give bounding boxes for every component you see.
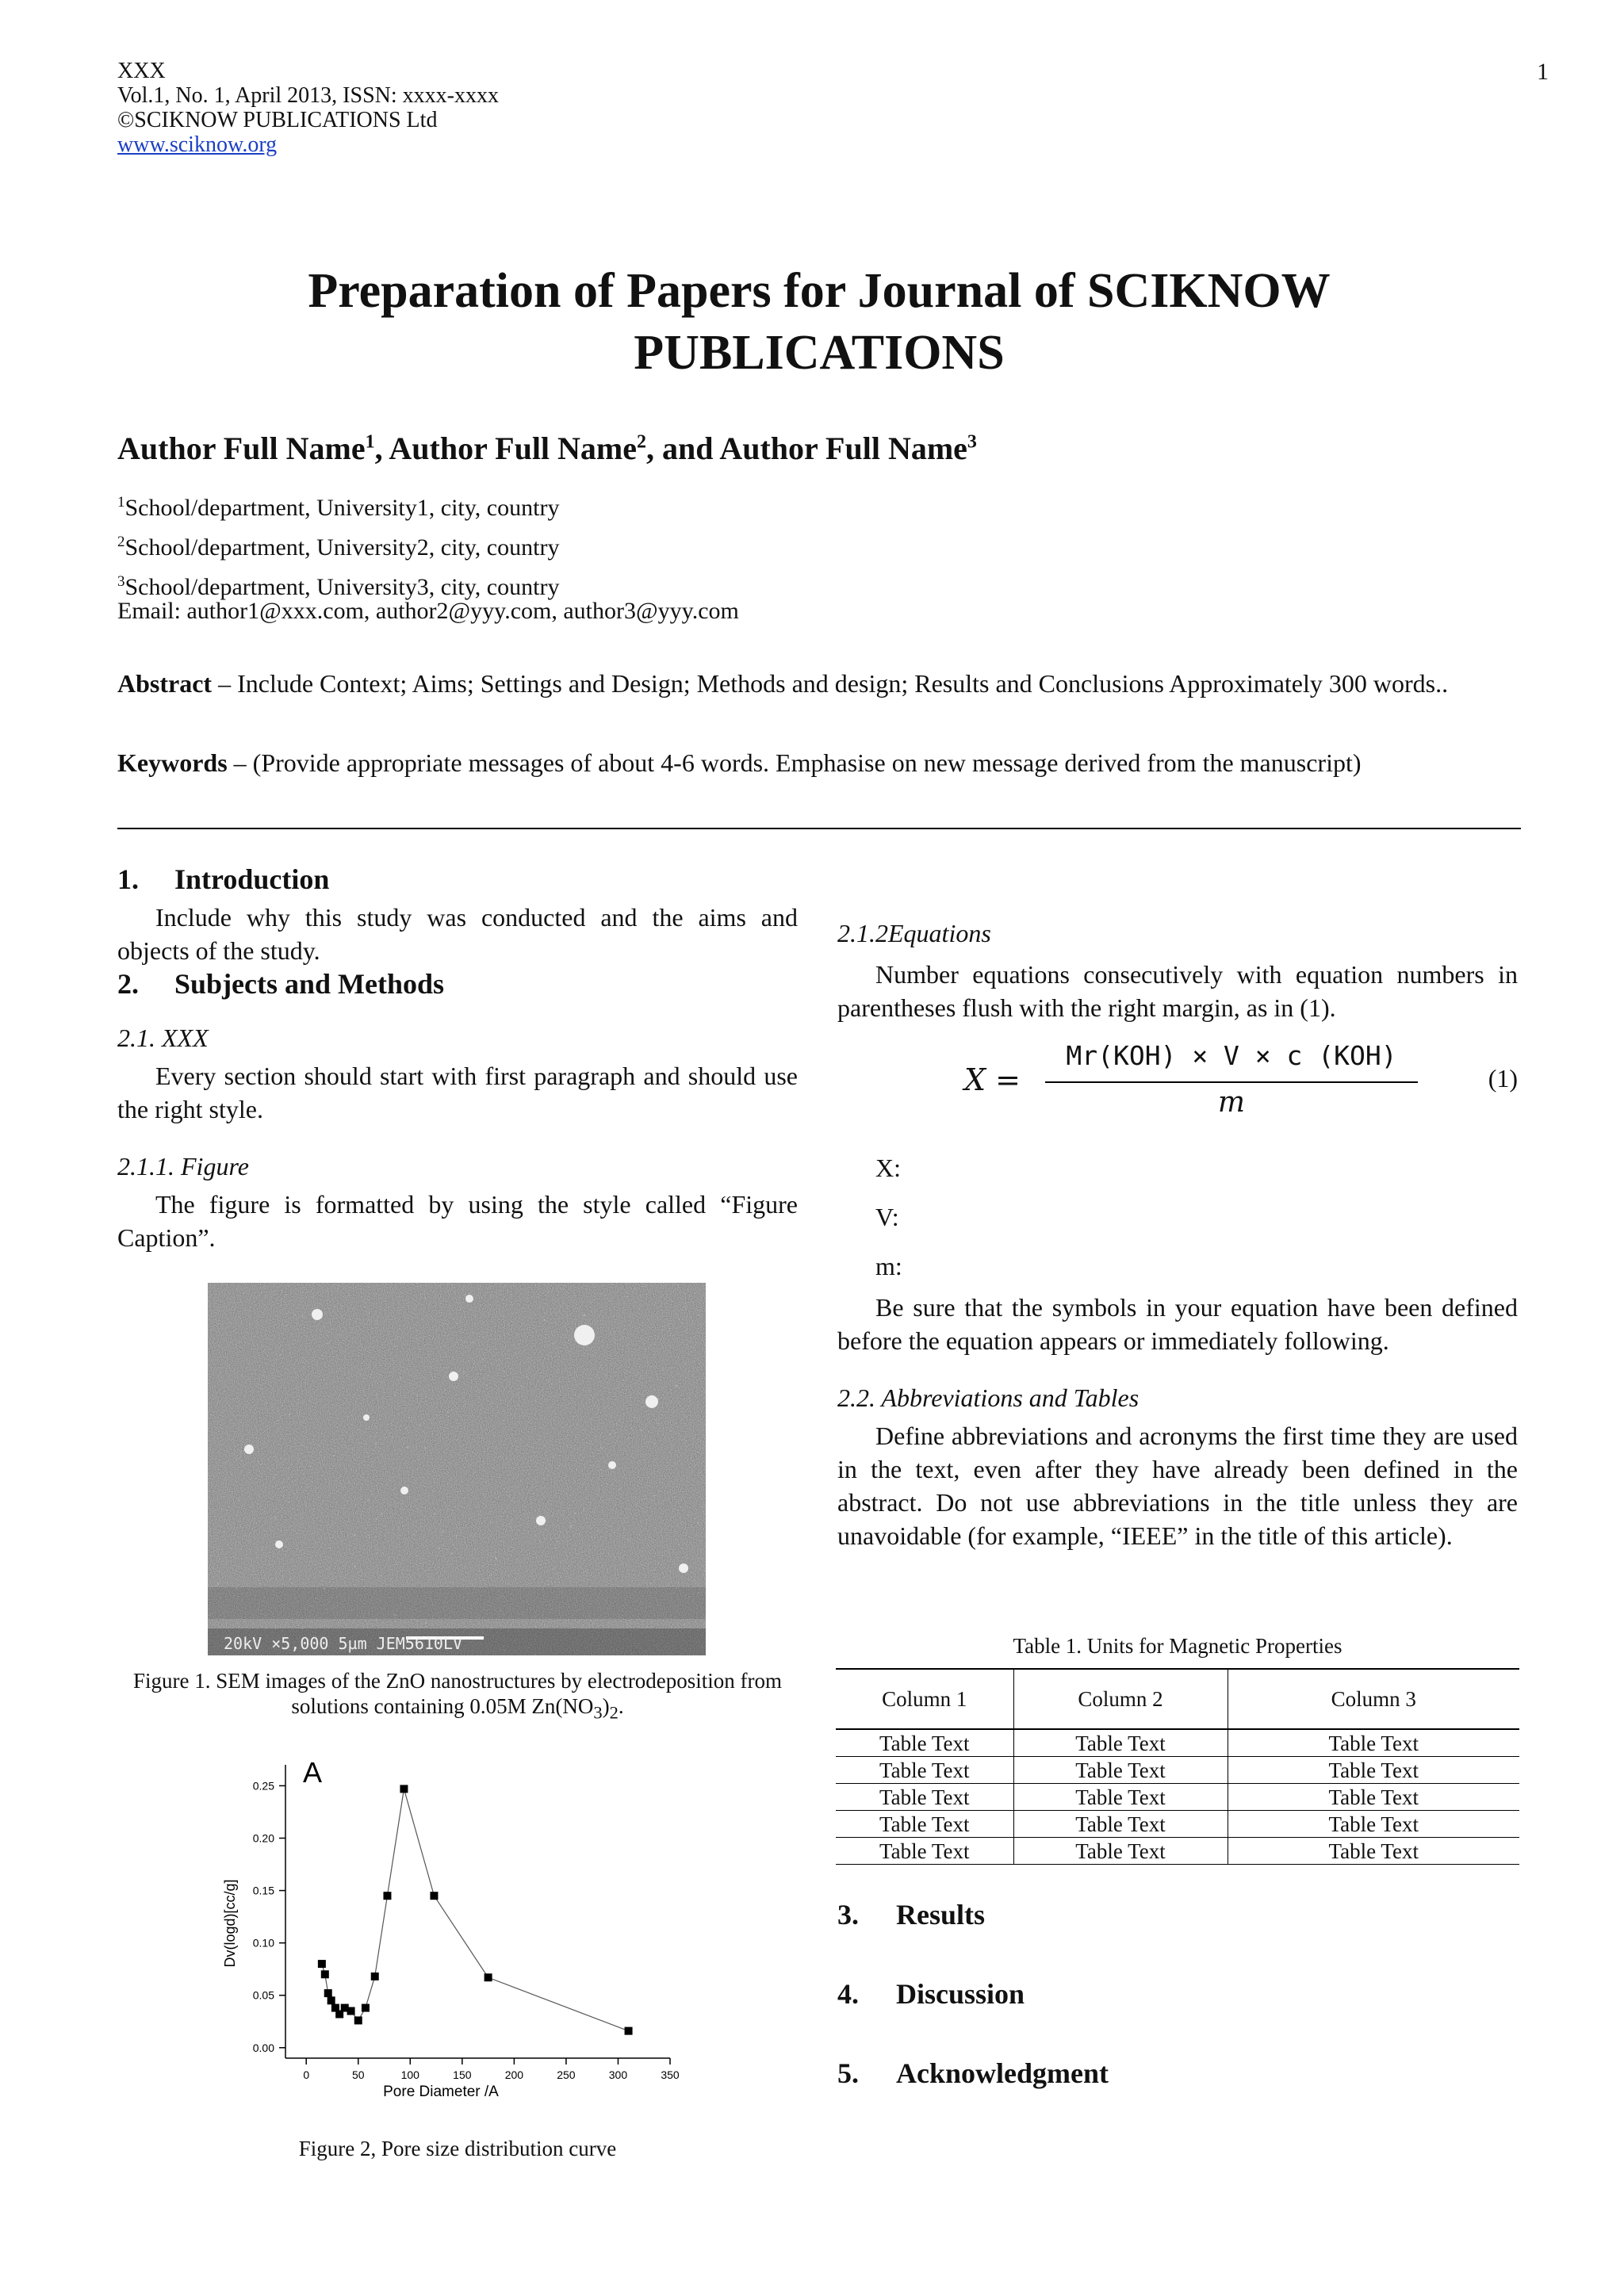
author-sep: , <box>374 430 389 466</box>
affiliation-text: School/department, University1, city, country <box>124 495 560 521</box>
section-2-1-1-heading: 2.1.1. Figure <box>117 1152 249 1181</box>
author-3: Author Full Name <box>719 430 967 466</box>
author-1-sup: 1 <box>365 431 375 453</box>
section-1-text: Include why this study was conducted and the aims and objects of the study. <box>117 903 798 965</box>
section-3-heading <box>837 1898 985 1931</box>
chart-x-tick-label: 300 <box>608 2068 628 2081</box>
chart-data-point <box>362 2004 370 2012</box>
section-title: Introduction <box>174 863 330 895</box>
chart-data-point <box>485 1973 492 1981</box>
author-sep: , and <box>646 430 720 466</box>
caption-text: . <box>618 1694 624 1718</box>
keywords-text: – (Provide appropriate messages of about 4-6 words. Emphasise on new message derived from the manuscript) <box>227 748 1362 777</box>
table-cell: Table Text <box>836 1811 1013 1838</box>
section-2-2-text: Define abbreviations and acronyms the first time they are used in the text, even after they have already been defined in the abstract. Do not use abbreviations in the title unless they are unavoidable (for example, “IEEE” in the title of this article). <box>837 1422 1518 1550</box>
affiliation-sup: 3 <box>117 573 125 590</box>
chart-x-tick-label: 150 <box>453 2068 472 2081</box>
affiliations <box>117 485 559 604</box>
table-1 <box>836 1668 1519 1865</box>
fraction-bar <box>1045 1081 1418 1083</box>
publisher: ©SCIKNOW PUBLICATIONS Ltd <box>117 108 438 132</box>
table-cell: Table Text <box>1013 1838 1228 1865</box>
table-cell: Table Text <box>1228 1729 1519 1757</box>
section-2-1-text: Every section should start with first paragraph and should use the right style. <box>117 1062 798 1123</box>
keywords-label: Keywords <box>117 748 228 777</box>
title-line-1: Preparation of Papers for Journal of SCIKNOW <box>308 264 1331 318</box>
affiliation-sup: 2 <box>117 534 125 550</box>
figure-2-caption: Figure 2, Pore size distribution curve <box>298 2137 617 2160</box>
equation-denominator: m <box>1217 1086 1246 1119</box>
journal-volume: Vol.1, No. 1, April 2013, ISSN: xxxx-xxxx <box>117 83 499 108</box>
journal-url-link[interactable]: www.sciknow.org <box>117 132 278 157</box>
chart-data-point <box>371 1973 379 1980</box>
equation-variables <box>875 1143 902 1291</box>
author-1: Author Full Name <box>117 430 366 466</box>
table-row <box>836 1838 1519 1865</box>
chart-y-tick-label: 0.20 <box>252 1831 274 1845</box>
chart-y-tick-label: 0.05 <box>252 1988 274 2002</box>
chart-data-point <box>321 1970 329 1978</box>
table-cell: Table Text <box>1228 1757 1519 1784</box>
right-column-lower <box>837 1291 1518 1552</box>
section-2-1-2-text: Number equations consecutively with equation numbers in parentheses flush with the right margin, as in (1). <box>837 960 1518 1022</box>
caption-line-1: Figure 1. SEM images of the ZnO nanostructures by electrodeposition from <box>132 1669 783 1693</box>
table-cell: Table Text <box>836 1729 1013 1757</box>
table-row <box>836 1811 1519 1838</box>
header-divider <box>117 828 1521 829</box>
variable-x: X: <box>875 1154 901 1182</box>
chart-data-point <box>625 2027 633 2035</box>
chart-x-axis-label: Pore Diameter /A <box>383 2084 499 2100</box>
variable-v: V: <box>875 1203 899 1231</box>
section-2-heading <box>117 967 798 1001</box>
chart-x-tick-label: 250 <box>557 2068 576 2081</box>
table-cell: Table Text <box>836 1838 1013 1865</box>
chart-panel-label: A <box>303 1756 323 1789</box>
caption-text: solutions containing 0.05M Zn(NO <box>291 1694 594 1718</box>
section-5-heading <box>837 2057 1109 2090</box>
table-cell: Table Text <box>836 1757 1013 1784</box>
pore-size-chart <box>214 1741 706 2106</box>
variable-m: m: <box>875 1252 902 1280</box>
chart-x-tick-label: 100 <box>400 2068 419 2081</box>
section-1-heading <box>117 863 798 896</box>
sem-image <box>208 1283 706 1655</box>
section-title: Acknowledgment <box>896 2057 1109 2089</box>
chart-x-tick-label: 200 <box>504 2068 524 2081</box>
chart-x-tick-label: 0 <box>303 2068 310 2081</box>
section-4-heading <box>837 1977 1025 2011</box>
caption-sub: 2 <box>609 1702 619 1723</box>
table-row <box>836 1757 1519 1784</box>
caption-sub: 3 <box>593 1702 603 1723</box>
affiliation-1 <box>117 485 559 525</box>
figure-1-caption <box>117 1668 798 1725</box>
sem-texture <box>208 1283 706 1655</box>
chart-series-line <box>322 1789 629 2030</box>
chart-data-point <box>347 2007 355 2015</box>
table-header-cell: Column 3 <box>1228 1669 1519 1729</box>
chart-data-point <box>430 1892 438 1900</box>
section-2-1-2-heading: 2.1.2Equations <box>837 919 991 947</box>
chart-data-point <box>400 1785 408 1793</box>
chart-data-point <box>383 1892 391 1900</box>
affiliation-sup: 1 <box>117 494 125 511</box>
symbols-text: Be sure that the symbols in your equation have been defined before the equation appears or immediately following. <box>837 1293 1518 1355</box>
chart-y-tick-label: 0.10 <box>252 1936 274 1950</box>
chart-y-tick-label: 0.15 <box>252 1884 274 1897</box>
table-header-cell: Column 2 <box>1013 1669 1228 1729</box>
chart-data-point <box>318 1960 326 1968</box>
abstract-label: Abstract <box>117 669 213 698</box>
chart-y-axis-label: Dv(logd)[cc/g] <box>222 1879 238 1968</box>
keywords <box>117 747 1518 779</box>
section-number: 4. <box>837 1978 859 2010</box>
chart-y-tick-label: 0.25 <box>252 1779 274 1793</box>
abstract-text: – Include Context; Aims; Settings and Design; Methods and design; Results and Conclusions Approximately 300 words.. <box>212 669 1449 698</box>
journal-name: XXX <box>117 59 166 83</box>
section-number: 5. <box>837 2057 859 2089</box>
table-cell: Table Text <box>1013 1729 1228 1757</box>
chart-data-point <box>324 1989 332 1997</box>
table-cell: Table Text <box>1228 1838 1519 1865</box>
table-cell: Table Text <box>1228 1811 1519 1838</box>
affiliation-text: School/department, University2, city, country <box>124 534 560 561</box>
section-2-1-heading: 2.1. XXX <box>117 1024 209 1052</box>
table-row <box>836 1729 1519 1757</box>
section-number: 2. <box>117 968 139 1000</box>
sem-scale-label: 20kV ×5,000 5µm JEM5610LV <box>224 1634 463 1653</box>
left-column <box>117 863 798 1254</box>
paper-title <box>117 260 1521 384</box>
author-list <box>117 430 977 467</box>
equation-numerator: Mr(KOH) × V × c (KOH) <box>1066 1040 1397 1071</box>
author-2: Author Full Name <box>389 430 638 466</box>
title-line-2: PUBLICATIONS <box>634 326 1005 380</box>
units-table <box>836 1668 1519 1865</box>
section-title: Discussion <box>896 1978 1025 2010</box>
page-number: 1 <box>1537 59 1549 85</box>
equation-lhs: X = <box>964 1062 1021 1097</box>
table-header-cell: Column 1 <box>836 1669 1013 1729</box>
author-2-sup: 2 <box>637 431 647 453</box>
table-cell: Table Text <box>1013 1784 1228 1811</box>
equation-number: (1) <box>1488 1064 1518 1093</box>
journal-header <box>117 59 499 157</box>
section-title: Results <box>896 1899 986 1931</box>
section-2-1-1-text: The figure is formatted by using the style called “Figure Caption”. <box>117 1190 798 1252</box>
affiliation-text: School/department, University3, city, country <box>124 574 560 600</box>
table-cell: Table Text <box>1013 1757 1228 1784</box>
caption-line-2 <box>117 1693 798 1725</box>
table-cell: Table Text <box>836 1784 1013 1811</box>
equation-1 <box>837 1040 1518 1126</box>
abstract <box>117 668 1518 700</box>
caption-text: ) <box>602 1694 610 1718</box>
chart-data-point <box>327 1996 335 2004</box>
chart-x-tick-label: 350 <box>661 2068 680 2081</box>
section-2-2-heading: 2.2. Abbreviations and Tables <box>837 1383 1139 1412</box>
table-row <box>836 1784 1519 1811</box>
table-header-row <box>836 1669 1519 1729</box>
table-cell: Table Text <box>1228 1784 1519 1811</box>
table-1-caption: Table 1. Units for Magnetic Properties <box>1013 1634 1342 1658</box>
section-number: 3. <box>837 1899 859 1931</box>
table-cell: Table Text <box>1013 1811 1228 1838</box>
affiliation-2 <box>117 525 559 564</box>
section-title: Subjects and Methods <box>174 968 445 1000</box>
email-line: Email: author1@xxx.com, author2@yyy.com, author3@yyy.com <box>117 598 739 624</box>
author-3-sup: 3 <box>967 431 977 453</box>
chart-y-tick-label: 0.00 <box>252 2041 274 2054</box>
section-number: 1. <box>117 863 139 895</box>
right-column <box>837 916 1518 1024</box>
chart-x-tick-label: 50 <box>351 2068 365 2081</box>
chart-data-point <box>354 2016 362 2024</box>
